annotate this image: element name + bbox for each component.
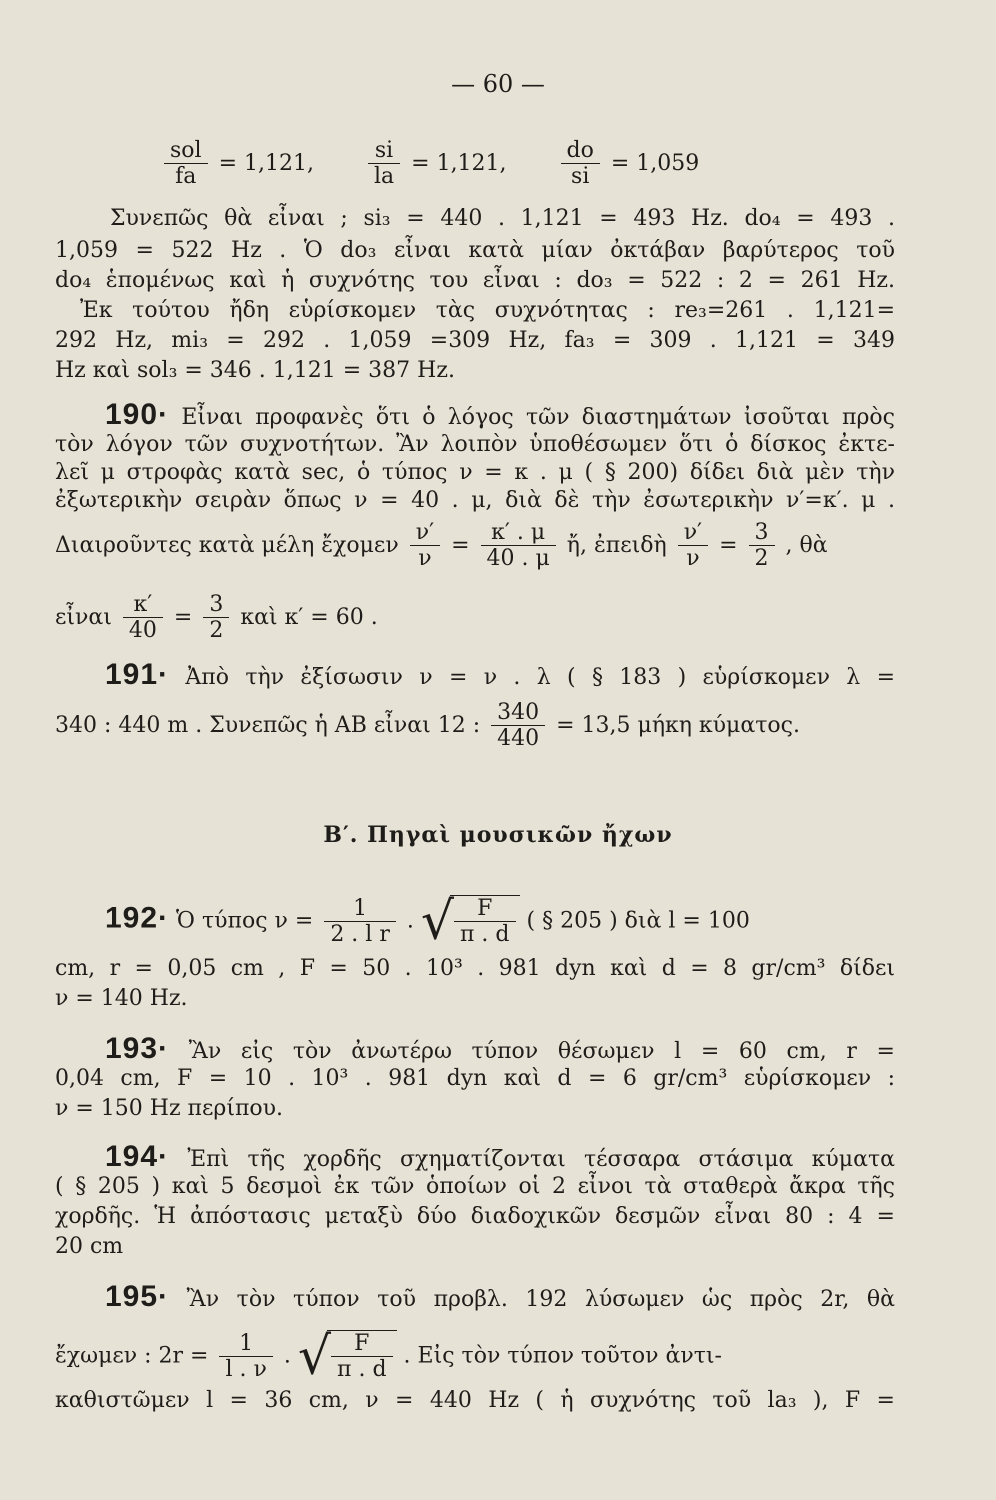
ratio-do-si: $\frac{do}{si}$ [561,138,600,190]
equals: = [173,604,193,630]
text-run: = 13,5 μήκη κύματος. [556,712,800,738]
fraction: $\frac{\nu'}{\nu}$ [678,520,708,572]
text-line: ν = 150 Hz περίπου. [55,1096,284,1121]
text-line: ( § 205 ) καὶ 5 δεσμοὶ ἐκ τῶν ὁποίων οἱ 2 εἶνοι τὰ σταθερὰ ἄκρα τῆς [55,1174,895,1199]
text-run: Ἂν τὸν τύπον τοῦ προβλ. 192 λύσωμεν ὡς πρὸς 2r, θὰ [186,1287,895,1312]
equals: = [719,532,738,558]
ratio-value: = 1,121, [218,150,314,176]
text-line: Συνεπῶς θὰ εἶναι ; si₃ = 440 . 1,121 = 493 Hz. do₄ = 493 . [110,206,895,231]
text-line: 20 cm [55,1234,124,1259]
fraction: $\frac{3}{2}$ [749,520,775,572]
equation-line [55,592,895,644]
paragraph-number: 191· [105,658,170,691]
text-run: ( § 205 ) διὰ l = 100 [526,908,750,934]
text-line: τὸν λόγον τῶν συχνοτήτων. Ἂν λοιπὸν ὑποθέσωμεν ὅτι ὁ δίσκος ἐκτε- [55,432,895,457]
text-run: Διαιροῦντες κατὰ μέλη ἔχομεν [55,532,399,558]
text-line: λεῖ μ στροφὰς κατὰ sec, ὁ τύπος ν = κ . μ ( § 200) δίδει διὰ μὲν τὴν [55,460,895,485]
text-run: Εἶναι προφανὲς ὅτι ὁ λόγος τῶν διαστημάτων ἰσοῦται πρὸς [181,405,896,430]
text-run: . [283,1343,291,1369]
paragraph-number: 193· [105,1032,170,1065]
ratios-line [160,138,780,190]
paragraph-number: 195· [105,1280,170,1313]
text-line: ν = 140 Hz. [55,986,188,1011]
text-run: 340 : 440 m . Συνεπῶς ἡ AB εἶναι 12 : [55,712,481,738]
text-run: καὶ κ′ = 60 . [240,604,378,630]
paragraph-193-line [105,1034,895,1067]
ratio-sol-fa: $\frac{\text{sol}}{fa}$ [164,138,208,190]
text-run: . [406,908,414,934]
paragraph-191-line [105,660,895,693]
equation-line [55,520,895,572]
paragraph-number: 192· [105,901,170,935]
paragraph-number: 194· [105,1140,170,1173]
equals: = [451,532,470,558]
fraction: $\frac{\kappa' . \mu}{40 . \mu}$ [481,520,556,572]
text-line: 1,059 = 522 Hz . Ὁ do₃ εἶναι κατὰ μίαν ὀκτάβαν βαρύτερος τοῦ [55,238,895,263]
fraction: $\frac{340}{440}$ [491,700,545,752]
text-run: Ἀπὸ τὴν ἐξίσωσιν ν = ν . λ ( § 183 ) εὑρίσκομεν λ = [185,665,895,690]
text-run: ἤ, ἐπειδὴ [566,532,667,558]
text-run: εἶναι [55,604,112,630]
text-line: cm, r = 0,05 cm , F = 50 . 10³ . 981 dyn καὶ d = 8 gr/cm³ δίδει [55,956,895,981]
fraction: $\frac{\kappa'}{40}$ [123,592,163,644]
paragraph-192-line [105,891,895,952]
section-heading: Β′. Πηγαὶ μουσικῶν ἤχων [323,822,673,848]
square-root: √ $\frac{F}{\pi . d}$ [298,1330,397,1383]
text-line: ἐξωτερικὴν σειρὰν ὅπως ν = 40 . μ, διὰ δὲ τὴν ἐσωτερικὴν ν′=κ′. μ . [55,488,895,513]
ratio-value: = 1,121, [411,150,507,176]
ratio-si-la: $\frac{si}{la}$ [368,138,400,190]
square-root: √ $\frac{F}{\pi . d}$ [421,895,520,948]
page-number: — 60 — [451,70,545,98]
text-run: . Εἰς τὸν τύπον τοῦτον ἀντι- [403,1343,722,1369]
paragraph-number: 190· [105,398,170,431]
text-line: 292 Hz, mi₃ = 292 . 1,059 =309 Hz, fa₃ = 309 . 1,121 = 349 [55,328,895,353]
text-line: Hz καὶ sol₃ = 346 . 1,121 = 387 Hz. [55,358,455,383]
ratio-value: = 1,059 [610,150,700,176]
paragraph-194-line [105,1142,895,1175]
text-line: 0,04 cm, F = 10 . 10³ . 981 dyn καὶ d = 6 gr/cm³ εὑρίσκομεν : [55,1066,895,1091]
equation-line [55,1326,895,1387]
paragraph-190-line [105,400,895,433]
text-line: χορδῆς. Ἡ ἀπόστασις μεταξὺ δύο διαδοχικῶν δεσμῶν εἶναι 80 : 4 = [55,1204,895,1229]
text-run: ἔχωμεν : 2r = [55,1343,209,1369]
fraction: $\frac{3}{2}$ [203,592,229,644]
text-line: καθιστῶμεν l = 36 cm, ν = 440 Hz ( ἡ συχνότης τοῦ la₃ ), F = [55,1388,895,1413]
text-run: Ὁ τύπος ν = [176,908,314,934]
text-line: do₄ ἑπομένως καὶ ἡ συχνότης του εἶναι : do₃ = 522 : 2 = 261 Hz. [55,268,895,293]
fraction: $\frac{1}{\text{2 . l r}}$ [324,896,396,948]
text-run: Ἂν εἰς τὸν ἀνωτέρω τύπον θέσωμεν l = 60 cm, r = [188,1039,895,1064]
text-run: Ἐπὶ τῆς χορδῆς σχηματίζονται τέσσαρα στάσιμα κύματα [187,1147,895,1172]
equation-line [55,700,895,752]
text-run: , θὰ [785,532,828,558]
paragraph-195-line [105,1282,895,1315]
text-line: Ἐκ τούτου ἤδη εὑρίσκομεν τὰς συχνότητας : re₃=261 . 1,121= [80,298,895,323]
fraction: $\frac{\nu'}{\nu}$ [410,520,440,572]
fraction: $\frac{1}{l . \nu}$ [219,1331,272,1383]
